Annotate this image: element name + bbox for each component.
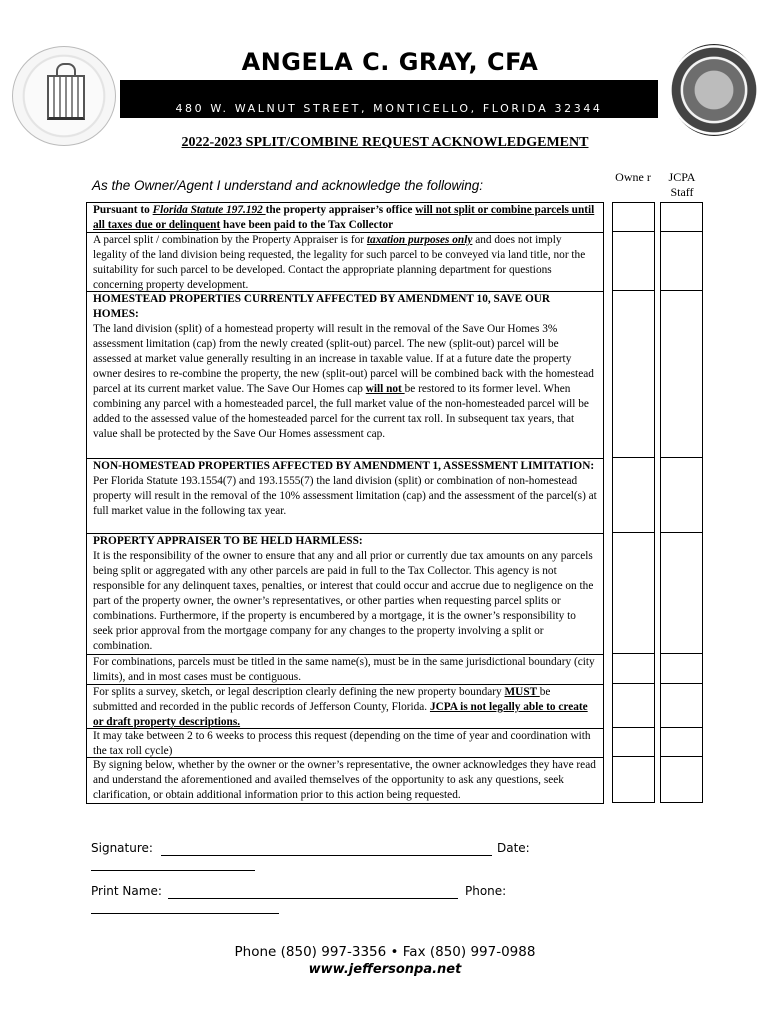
footer-contact: Phone (850) 997-3356 • Fax (850) 997-0988 xyxy=(234,944,536,960)
owner-checkbox-nonhomestead[interactable] xyxy=(612,457,655,533)
staff-checkbox-harmless[interactable] xyxy=(660,532,703,654)
date-field[interactable] xyxy=(91,870,255,871)
homestead-emphasis: will not xyxy=(365,383,405,395)
state-seal-logo xyxy=(670,44,758,136)
splits-emphasis: MUST xyxy=(504,686,540,698)
item-legality xyxy=(87,232,603,291)
print-name-label: Print Name: xyxy=(91,884,162,898)
signature-field[interactable] xyxy=(161,855,492,856)
county-seal-logo xyxy=(12,46,116,146)
staff-checkbox-nonhomestead[interactable] xyxy=(660,457,703,533)
homestead-text: The land division (split) of a homestead property will result in the removal of the Save Our Homes 3% assessment limitation (cap) from the newly created (split-out) parcel. The new (split-out) parcel will be assessed at market value generally resulting in an increase in taxable value. If at a future date the property owner desires to re-combine the property, the new (split-out) parcel will be combined back with the homestead parcel at its current market value. The Save Our Homes cap xyxy=(93,323,594,395)
owner-checkbox-timing[interactable] xyxy=(612,727,655,757)
homestead-text: be restored to its former level. When combining any parcel with a homesteaded parcel, the full market value of the non-homesteaded parcel will be added to the assessed value of the homesteaded parcel for the current tax roll. In subsequent tax years, that value shall be protected by the Save Our Homes assessment cap. xyxy=(93,383,589,440)
statute-text: will not split or combine parcels until all taxes xyxy=(93,204,595,231)
owner-checkbox-legality[interactable] xyxy=(612,231,655,291)
owner-checkbox-splits[interactable] xyxy=(612,683,655,728)
nonhomestead-heading: NON-HOMESTEAD PROPERTIES AFFECTED BY AMENDMENT 1, ASSESSMENT LIMITATION: xyxy=(93,460,595,472)
owner-checkbox-signing[interactable] xyxy=(612,756,655,803)
jcpa-column-header: JCPA Staff xyxy=(668,170,696,199)
statute-text: due or delinquent xyxy=(135,219,221,231)
statute-text: have been paid to the Tax Collector xyxy=(220,219,394,231)
office-holder-name: ANGELA C. GRAY, CFA xyxy=(241,48,539,76)
intro-text: As the Owner/Agent I understand and acknowledge the following: xyxy=(92,178,483,193)
acknowledgement-table xyxy=(86,202,604,804)
staff-checkbox-homestead[interactable] xyxy=(660,290,703,458)
signature-label: Signature: xyxy=(91,841,153,855)
item-timing xyxy=(87,728,603,757)
staff-checkbox-legality[interactable] xyxy=(660,231,703,291)
statute-reference: Florida Statute 197.192 xyxy=(152,204,266,216)
owner-checkbox-harmless[interactable] xyxy=(612,532,655,654)
splits-text: For splits a survey, sketch, or legal description clearly defining the new property boundary xyxy=(93,686,505,698)
staff-checkbox-timing[interactable] xyxy=(660,727,703,757)
item-nonhomestead xyxy=(87,458,603,533)
item-harmless xyxy=(87,533,603,654)
owner-column-header: Owne r xyxy=(615,170,651,184)
item-combinations xyxy=(87,654,603,684)
splits-emphasis: JCPA is not legally able to create or draft property descriptions. xyxy=(93,701,588,728)
owner-checkbox-homestead[interactable] xyxy=(612,290,655,458)
address-bar: 480 W. WALNUT STREET, MONTICELLO, FLORIDA 32344 xyxy=(120,80,658,118)
item-statute xyxy=(87,202,603,232)
legality-text: and does not imply legality of the land division being requested, the legality for such parcel to be conveyed via land title, nor the suitability for such parcel to be developed. Contact the appropriate planning department for questions concerning property development. xyxy=(93,234,586,291)
legality-emphasis: taxation purposes only xyxy=(366,234,473,246)
harmless-text: It is the responsibility of the owner to ensure that any and all prior or currently due tax amounts on any parcels being split or aggregated with any other parcels are paid in full to the Tax Collector. This agency is not responsible for any delinquent taxes, penalties, or interest that could occur and accrue due to negligence on the part of the property owner, the owner’s representatives, or other parties when requesting parcel splits or combinations. Furthermore, if the property is encumbered by a mortgage, it is the owner’s responsibility to seek prior approval from the mortgage company for any changes to the property involving a split or combination. xyxy=(93,550,594,652)
seal-courthouse-icon xyxy=(47,75,85,120)
item-homestead xyxy=(87,291,603,458)
staff-checkbox-signing[interactable] xyxy=(660,756,703,803)
staff-checkbox-statute[interactable] xyxy=(660,202,703,232)
phone-label: Phone: xyxy=(465,884,507,898)
splits-text: be submitted and recorded in the public records of Jefferson County, Florida. xyxy=(93,686,551,713)
signing-text: By signing below, whether by the owner or the owner’s representative, the owner acknowledges they have read and understand the aforementioned and availed themselves of the opportunity to ask any questions, seek clarification, or obtain additional information prior to this action being requested. xyxy=(93,759,596,801)
item-signing xyxy=(87,757,603,803)
staff-checkbox-splits[interactable] xyxy=(660,683,703,728)
combinations-text: For combinations, parcels must be titled in the same name(s), must be in the same jurisdictional boundary (city limits), and in most cases must be contiguous. xyxy=(93,656,595,683)
nonhomestead-text: Per Florida Statute 193.1554(7) and 193.1555(7) the land division (split) or combination of non-homestead property will result in the removal of the 10% assessment limitation (cap) and the assessment of the parcel(s) at full market value in the following tax year. xyxy=(93,475,597,517)
staff-checkbox-combinations[interactable] xyxy=(660,653,703,684)
date-label: Date: xyxy=(497,841,530,855)
homestead-heading: HOMESTEAD PROPERTIES CURRENTLY AFFECTED BY AMENDMENT 10, SAVE OUR HOMES: xyxy=(93,293,551,320)
legality-text: A parcel split / combination by the Property Appraiser is for xyxy=(93,234,367,246)
timing-text: It may take between 2 to 6 weeks to process this request (depending on the time of year and coordination with the tax roll cycle) xyxy=(93,730,591,757)
form-title: 2022-2023 SPLIT/COMBINE REQUEST ACKNOWLEDGEMENT xyxy=(181,135,589,150)
owner-checkbox-statute[interactable] xyxy=(612,202,655,232)
owner-checkbox-combinations[interactable] xyxy=(612,653,655,684)
item-splits xyxy=(87,684,603,728)
harmless-heading: PROPERTY APPRAISER TO BE HELD HARMLESS: xyxy=(93,535,363,547)
print-name-field[interactable] xyxy=(168,898,458,899)
statute-text: the property appraiser’s office xyxy=(265,204,416,216)
phone-field[interactable] xyxy=(91,913,279,914)
footer-website-link[interactable]: www.jeffersonpa.net xyxy=(308,962,462,977)
statute-text: Pursuant to xyxy=(93,204,153,216)
